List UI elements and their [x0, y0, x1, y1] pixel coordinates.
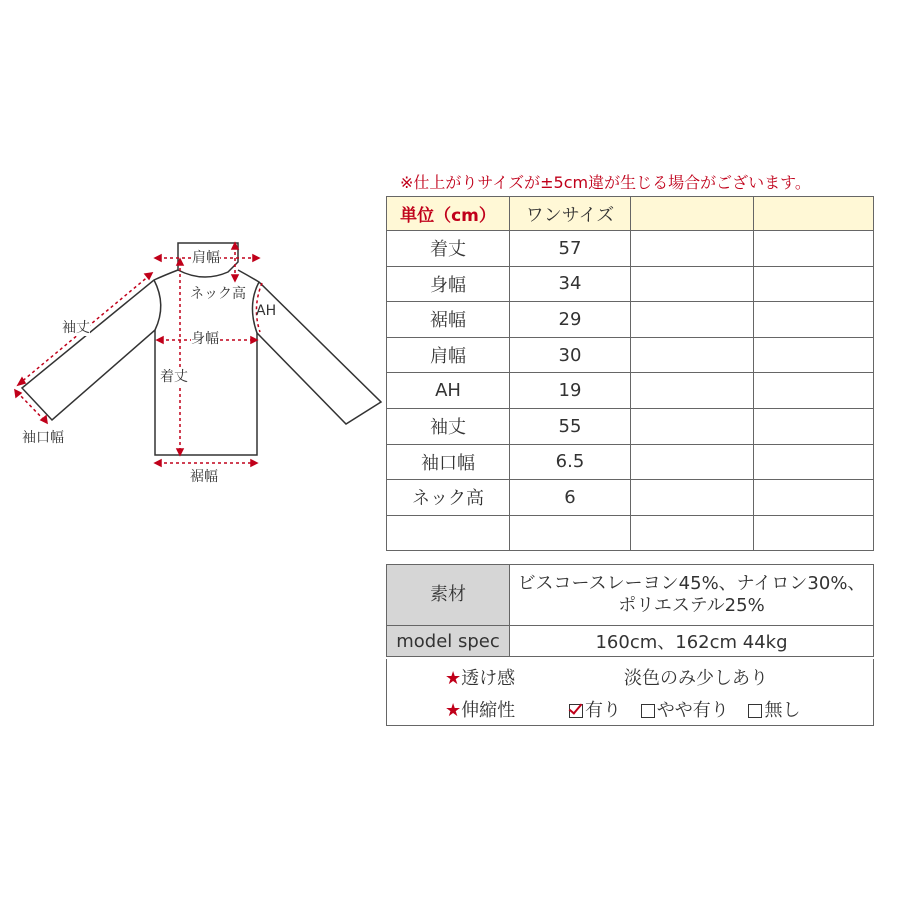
- label-ah: AH: [256, 303, 277, 319]
- row-label: [387, 515, 510, 551]
- size-disclaimer: ※仕上がりサイズが±5cm違が生じる場合がございます。: [400, 173, 811, 192]
- table-row: [387, 480, 874, 516]
- row-label: AH: [387, 373, 510, 409]
- label-neck-height: ネック高: [190, 286, 246, 302]
- table-row: [387, 337, 874, 373]
- fabric-feel-box: [386, 659, 874, 726]
- garment-diagram: [0, 0, 390, 520]
- option-label: やや有り: [656, 700, 729, 721]
- row-label: ネック高: [387, 480, 510, 516]
- row-label: 肩幅: [387, 337, 510, 373]
- empty-cell: [631, 337, 754, 373]
- model-spec-value: 160cm、162cm 44kg: [510, 626, 874, 657]
- label-length: 着丈: [160, 369, 188, 385]
- empty-cell: [754, 337, 874, 373]
- option-label: 有り: [585, 700, 621, 721]
- checkbox-icon: [748, 704, 762, 718]
- row-value: 19: [510, 373, 631, 409]
- row-value: 30: [510, 337, 631, 373]
- empty-cell: [754, 408, 874, 444]
- size-table-header: [387, 197, 874, 231]
- sheerness-label-wrap: [445, 664, 515, 690]
- table-row: [387, 373, 874, 409]
- table-row: [387, 302, 874, 338]
- model-spec-label: model spec: [387, 626, 510, 657]
- row-label: 着丈: [387, 231, 510, 267]
- stretch-option-yes: [569, 700, 621, 721]
- material-line-1: ビスコースレーヨン45%、ナイロン30%、: [517, 573, 866, 594]
- empty-cell: [631, 302, 754, 338]
- empty-cell: [631, 515, 754, 551]
- empty-cell: [754, 480, 874, 516]
- row-value: [510, 515, 631, 551]
- header-empty-col: [631, 197, 754, 231]
- table-row: [387, 515, 874, 551]
- label-cuff: 袖口幅: [22, 430, 64, 446]
- empty-cell: [754, 231, 874, 267]
- row-label: 裾幅: [387, 302, 510, 338]
- stretch-label: 伸縮性: [461, 700, 516, 721]
- empty-cell: [631, 480, 754, 516]
- table-row: [387, 266, 874, 302]
- row-label: 袖口幅: [387, 444, 510, 480]
- row-value: 55: [510, 408, 631, 444]
- sheerness-label: 透け感: [461, 668, 516, 689]
- row-value: 34: [510, 266, 631, 302]
- table-row: [387, 231, 874, 267]
- row-label: 袖丈: [387, 408, 510, 444]
- label-sleeve-length: 袖丈: [62, 320, 90, 336]
- label-shoulder: 肩幅: [192, 250, 220, 266]
- empty-cell: [631, 408, 754, 444]
- stretch-label-wrap: [445, 696, 515, 722]
- empty-cell: [754, 266, 874, 302]
- empty-cell: [754, 302, 874, 338]
- empty-cell: [631, 231, 754, 267]
- material-row: [387, 565, 874, 626]
- material-value: [510, 565, 874, 626]
- header-empty-col: [754, 197, 874, 231]
- empty-cell: [754, 444, 874, 480]
- checked-checkbox-icon: [569, 704, 583, 718]
- label-hem: 裾幅: [190, 469, 218, 485]
- material-line-2: ポリエステル25%: [618, 595, 765, 616]
- header-unit: 単位（cm）: [387, 197, 510, 231]
- star-icon: ★: [445, 700, 462, 721]
- row-value: 6.5: [510, 444, 631, 480]
- row-value: 29: [510, 302, 631, 338]
- label-body-width: 身幅: [191, 331, 219, 347]
- sheerness-value: 淡色のみ少しあり: [624, 668, 768, 689]
- empty-cell: [754, 373, 874, 409]
- row-label: 身幅: [387, 266, 510, 302]
- stretch-row: [387, 696, 873, 726]
- empty-cell: [631, 266, 754, 302]
- spec-table: [386, 564, 874, 657]
- stretch-option-somewhat: [641, 700, 729, 721]
- table-row: [387, 444, 874, 480]
- option-label: 無し: [764, 700, 801, 721]
- header-one-size: ワンサイズ: [510, 197, 631, 231]
- model-spec-row: [387, 626, 874, 657]
- empty-cell: [631, 373, 754, 409]
- material-label: 素材: [387, 565, 510, 626]
- empty-cell: [754, 515, 874, 551]
- star-icon: ★: [445, 668, 462, 689]
- sheerness-row: [387, 664, 873, 694]
- stretch-options: [569, 696, 814, 722]
- empty-cell: [631, 444, 754, 480]
- size-table: [386, 196, 874, 551]
- stretch-option-none: [748, 700, 800, 721]
- row-value: 6: [510, 480, 631, 516]
- checkbox-icon: [641, 704, 655, 718]
- table-row: [387, 408, 874, 444]
- row-value: 57: [510, 231, 631, 267]
